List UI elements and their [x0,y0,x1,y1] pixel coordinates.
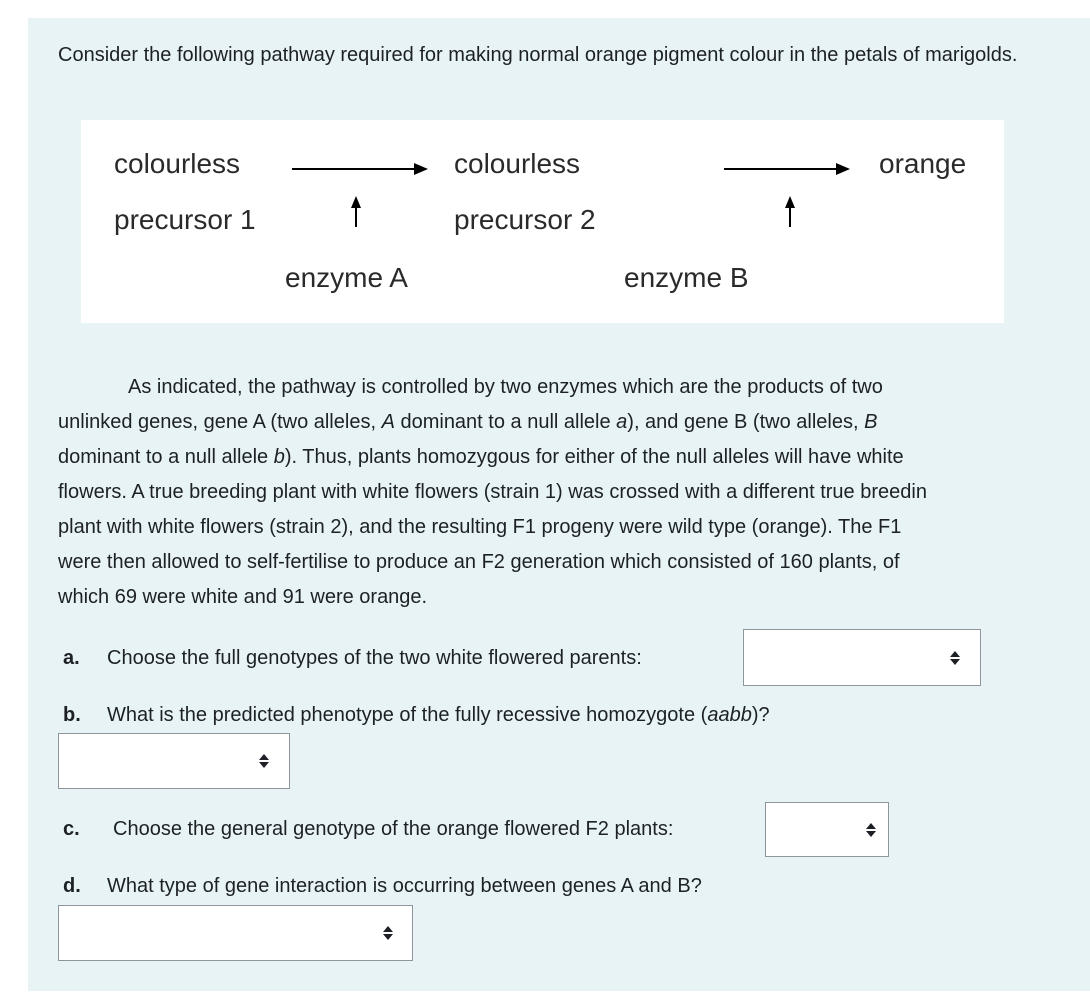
arrow-up-icon [351,196,361,227]
question-a-number: a. [63,647,80,669]
updown-chevron-icon [383,926,393,940]
arrow-right-icon [724,163,850,175]
gene-interaction-select[interactable] [58,905,413,961]
arrow-right-icon [292,163,428,175]
colourless-precursor-1-bottom: precursor 1 [114,204,256,235]
arrow-up-icon [785,196,795,227]
question-d-text: What type of gene interaction is occurring between genes A and B? [107,875,702,897]
genotypes-parents-select[interactable] [743,629,981,686]
updown-chevron-icon [259,754,269,768]
pathway-arrows [81,120,1004,323]
colourless-precursor-2-bottom: precursor 2 [454,204,596,235]
question-c-text: Choose the general genotype of the orange flowered F2 plants: [113,818,674,840]
colourless-precursor-1-top: colourless [114,148,241,179]
question-d-number: d. [63,875,81,897]
question-c [63,815,673,843]
orange-genotype-select[interactable] [765,802,889,857]
updown-chevron-icon [866,823,876,837]
question-c-number: c. [63,818,80,840]
question-a [63,644,642,672]
updown-chevron-icon [950,651,960,665]
question-a-text: Choose the full genotypes of the two white flowered parents: [107,647,642,669]
recessive-phenotype-select[interactable] [58,733,290,789]
question-b-text: What is the predicted phenotype of the fully recessive homozygote ( [107,704,708,726]
pathway-diagram [81,120,1004,323]
colourless-precursor-2-top: colourless [454,148,581,179]
intro-text: Consider the following pathway required for making normal orange pigment colour in the petals of marigolds. [58,44,1018,66]
enzyme-a-label: enzyme A [285,262,408,293]
question-b-number: b. [63,704,81,726]
question-b: b. What is the predicted phenotype of the fully recessive homozygote (aabb)? [63,701,770,729]
orange-product: orange [879,148,967,179]
problem-paragraph: As indicated, the pathway is controlled by two enzymes which are the products of two unlinked genes, gene A (two alleles, A dominant to a null allele a), and gene B (two alleles, B dominant to a null allele b). Thus, plants homozygous for either of the null alleles will have white flowers. A true breeding plant with white flowers (strain 1) was crossed with a different true breedin plant with white flowers (strain 2), and the resulting F1 progeny were wild type (orange). The F1 were then allowed to self-fertilise to produce an F2 generation which consisted of 160 plants, of which 69 were white and 91 were orange. [58,376,927,608]
enzyme-b-label: enzyme B [624,262,749,293]
question-b-genotype: aabb [707,704,752,726]
question-d [63,872,702,900]
